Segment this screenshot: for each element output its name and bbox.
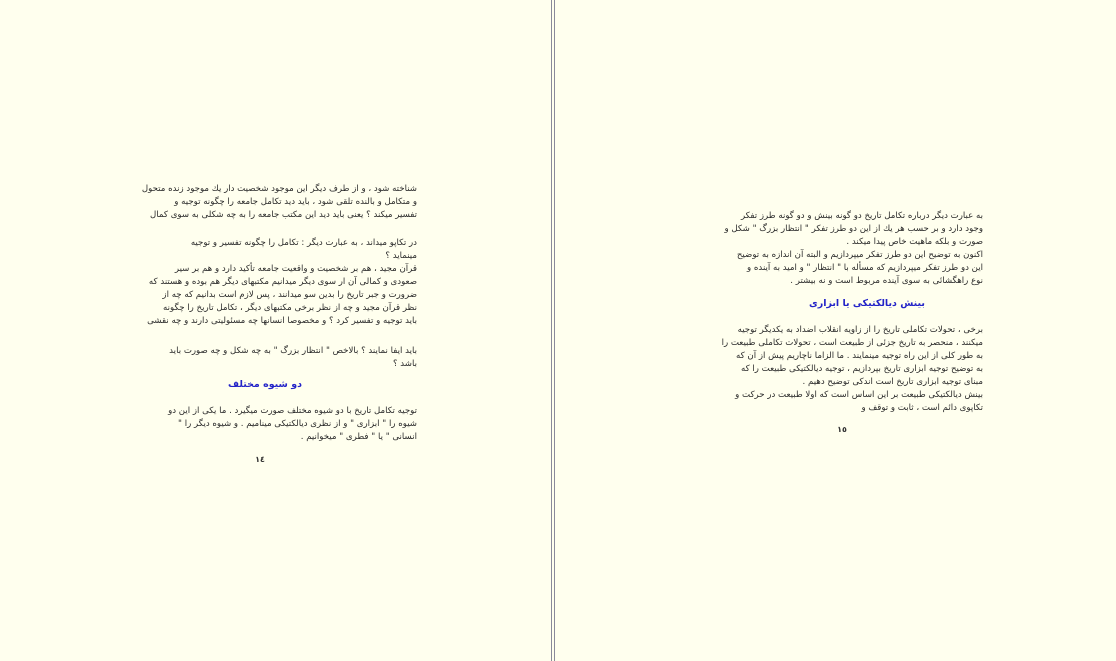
left-page <box>0 0 549 661</box>
right-paragraph-1 <box>725 210 983 288</box>
right-paragraph-2 <box>722 324 983 415</box>
text-line: توجیه تكامل تاریخ با دو شیوه مختلف صورت میگیرد . ما یكی از این دو <box>168 406 417 416</box>
right-page <box>557 0 1116 661</box>
text-line: به عبارت دیگر درباره تكامل تاریخ دو گونه بینش و دو گونه طرز تفكر <box>740 211 983 221</box>
text-line: نظر قرآن مجید و چه از نظر برخی مكتبهای دیگر ، تكامل تاریخ را چگونه <box>163 303 417 313</box>
text-line: در تكاپو میداند ، به عبارت دیگر : تكامل را چگونه تفسیر و توجیه <box>190 238 417 248</box>
text-line: صورت و بلكه ماهیت خاص پیدا میكند . <box>846 237 983 247</box>
text-line: باید ایفا نمایند ؟ بالاخص " انتظار بزرگ " به چه شكل و چه صورت باید <box>169 346 417 356</box>
text-line: به طور كلی از این راه توجیه مینمایند . ما الزاما ناچاریم پیش از آن كه <box>735 351 983 361</box>
left-paragraph-4 <box>168 405 417 444</box>
gutter-line <box>551 0 552 661</box>
text-line: تكاپوی دائم است ، ثابت و توقف و <box>861 403 983 413</box>
text-line: برخی ، تحولات تكاملی تاریخ را از زاویه انقلاب اضداد به یكدیگر توجیه <box>737 325 983 335</box>
page-gutter <box>549 0 557 661</box>
right-heading: بینش دیالكتیكی یا ابزاری <box>809 298 925 309</box>
text-line: وجود دارد و بر حسب هر یك از این دو طرز تفكر " انتظار بزرگ " شكل و <box>724 224 983 234</box>
text-line: تفسیر میكند ؟ یعنی باید دید این مكتب جامعه را به چه شكلی به سوی كمال <box>150 210 417 220</box>
left-paragraph-3 <box>169 345 417 371</box>
text-line: نوع راهگشائی به سوی آینده مربوط است و نه بیشتر . <box>790 276 983 286</box>
left-heading: دو شیوه مختلف <box>228 379 302 390</box>
left-paragraph-1 <box>142 183 417 222</box>
text-line: باید توجیه و تفسیر كرد ؟ و مخصوصا انسانها چه مسئولیتی دارند و چه نقشی <box>147 316 417 326</box>
gutter-line <box>554 0 555 661</box>
right-page-number: ١٥ <box>837 425 847 434</box>
left-paragraph-2 <box>147 237 417 328</box>
text-line: مبنای توجیه ابزاری تاریخ است اندكی توضیح دهیم . <box>802 377 983 387</box>
text-line: صعودی و كمالی آن ار سوی دیگر میدانیم مكتبهای دیگر هم بوده و هستند كه <box>148 277 417 287</box>
text-line: این دو طرز تفكر میپردازیم كه مسأله با " انتظار " و امید به آینده و <box>747 263 983 273</box>
text-line: شیوه را " ابزاری " و از نظری دیالكتیكی مینامیم . و شیوه دیگر را " <box>178 419 417 429</box>
text-line: بینش دیالكتیكی طبیعت بر این اساس است كه اولا طبیعت در حركت و <box>735 390 983 400</box>
text-line: اكنون به توضیح این دو طرز تفكر میپردازیم و البته آن اندازه به توضیح <box>736 250 983 260</box>
text-line: و متكامل و بالنده تلقی شود ، باید دید تكامل جامعه را چگونه توجیه و <box>174 197 417 207</box>
text-line: مینماید ؟ <box>385 251 417 261</box>
text-line: قرآن مجید ، هم بر شخصیت و واقعیت جامعه تأكید دارد و هم بر سیر <box>174 264 417 274</box>
text-line: میكنند ، منحصر به تاریخ جزئی از طبیعت است ، تحولات تكاملی طبیعت را <box>721 338 983 348</box>
text-line: انسانی " یا " فطری " میخوانیم . <box>300 432 417 442</box>
text-line: شناخته شود ، و از طرف دیگر این موجود شخصیت دار یك موجود زنده متحول <box>141 184 417 194</box>
text-line: باشد ؟ <box>392 359 417 369</box>
text-line: ضرورت و جبر تاریخ را بدین سو میدانند ، پس لازم است بدانیم كه چه از <box>162 290 417 300</box>
text-line: به توضیح توجیه ابزاری تاریخ بپردازیم ، توجیه دیالكتیكی طبیعت را كه <box>740 364 983 374</box>
left-page-number: ١٤ <box>255 455 265 464</box>
